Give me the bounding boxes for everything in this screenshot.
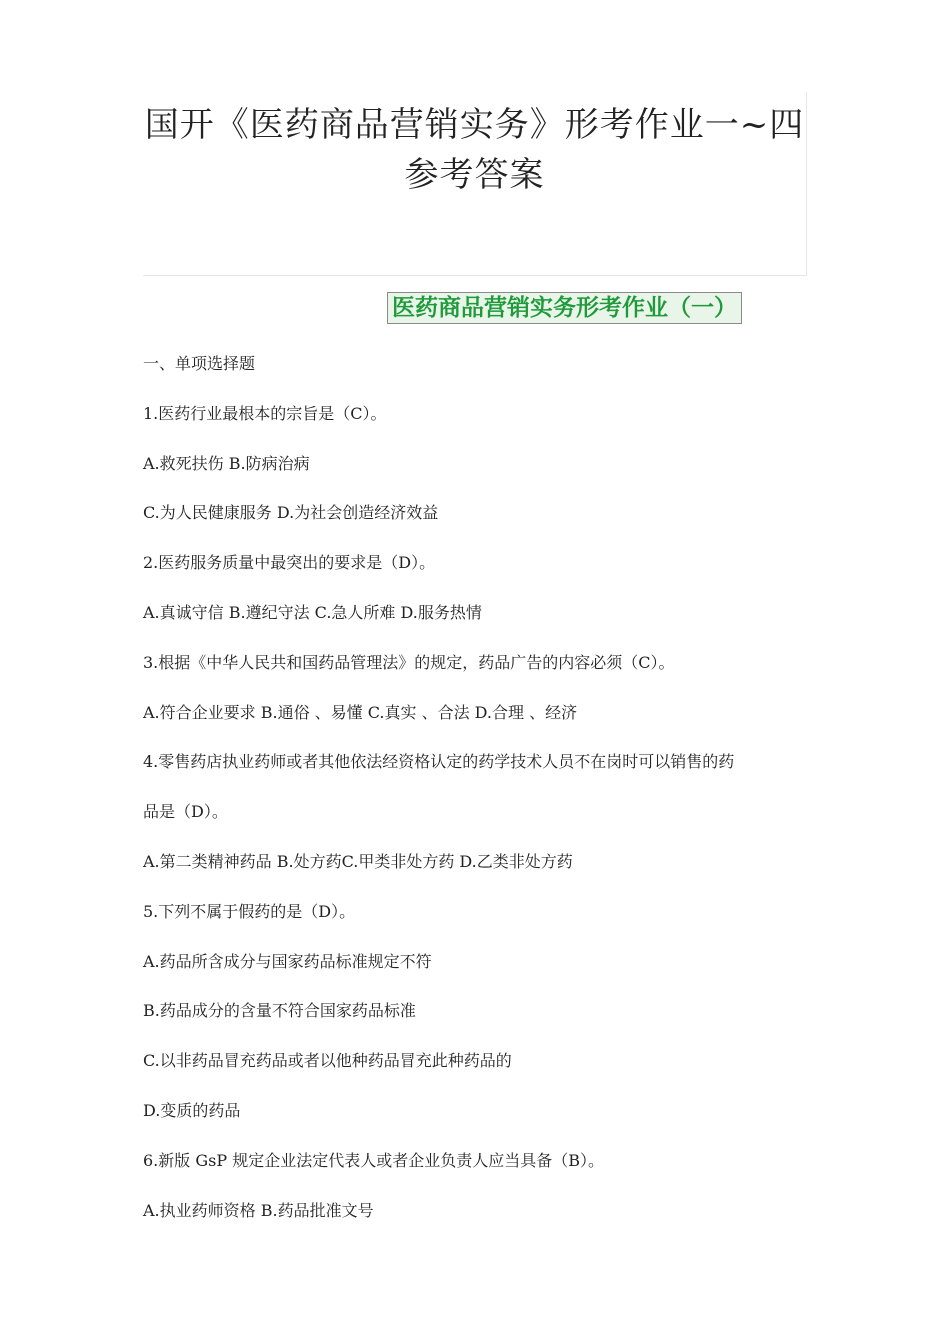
document-title-line-2: 参考答案: [404, 155, 545, 195]
question-1-options-c-d: C.为人民健康服务 D.为社会创造经济效益: [143, 503, 439, 523]
question-1-options-a-b: A.救死扶伤 B.防病治病: [143, 453, 310, 473]
question-4-line-1: 4.零售药店执业药师或者其他依法经资格认定的药学技术人员不在岗时可以销售的药: [143, 752, 735, 772]
question-2: 2.医药服务质量中最突出的要求是（D）。: [143, 553, 436, 573]
document-body: [143, 339, 823, 1235]
question-5-option-d: D.变质的药品: [143, 1100, 241, 1120]
section-label: 一、单项选择题: [143, 354, 256, 373]
question-3: 3.根据《中华人民共和国药品管理法》的规定，药品广告的内容必须（C）。: [143, 652, 675, 672]
question-5: 5.下列不属于假药的是（D）。: [143, 901, 356, 921]
document-title-block: [143, 92, 807, 276]
question-6-options: A.执业药师资格 B.药品批准文号: [143, 1200, 374, 1220]
question-2-options: A.真诚守信 B.遵纪守法 C.急人所难 D.服务热情: [143, 602, 482, 622]
question-5-option-b: B.药品成分的含量不符合国家药品标准: [143, 1001, 416, 1021]
document-title-line-1: 国开《医药商品营销实务》形考作业一~四: [144, 105, 805, 145]
question-5-option-a: A.药品所含成分与国家药品标准规定不符: [143, 951, 432, 971]
question-1: 1.医药行业最根本的宗旨是（C）。: [143, 403, 387, 423]
question-5-option-c: C.以非药品冒充药品或者以他种药品冒充此种药品的: [143, 1051, 512, 1071]
document-title: [143, 92, 806, 200]
question-6: 6.新版 GsP 规定企业法定代表人或者企业负责人应当具备（B）。: [143, 1150, 604, 1170]
section-heading: 医药商品营销实务形考作业（一）: [387, 292, 742, 324]
question-4-line-2: 品是（D）。: [143, 802, 228, 822]
question-3-options: A.符合企业要求 B.通俗 、易懂 C.真实 、合法 D.合理 、经济: [143, 702, 578, 722]
question-4-options: A.第二类精神药品 B.处方药C.甲类非处方药 D.乙类非处方药: [143, 851, 573, 871]
